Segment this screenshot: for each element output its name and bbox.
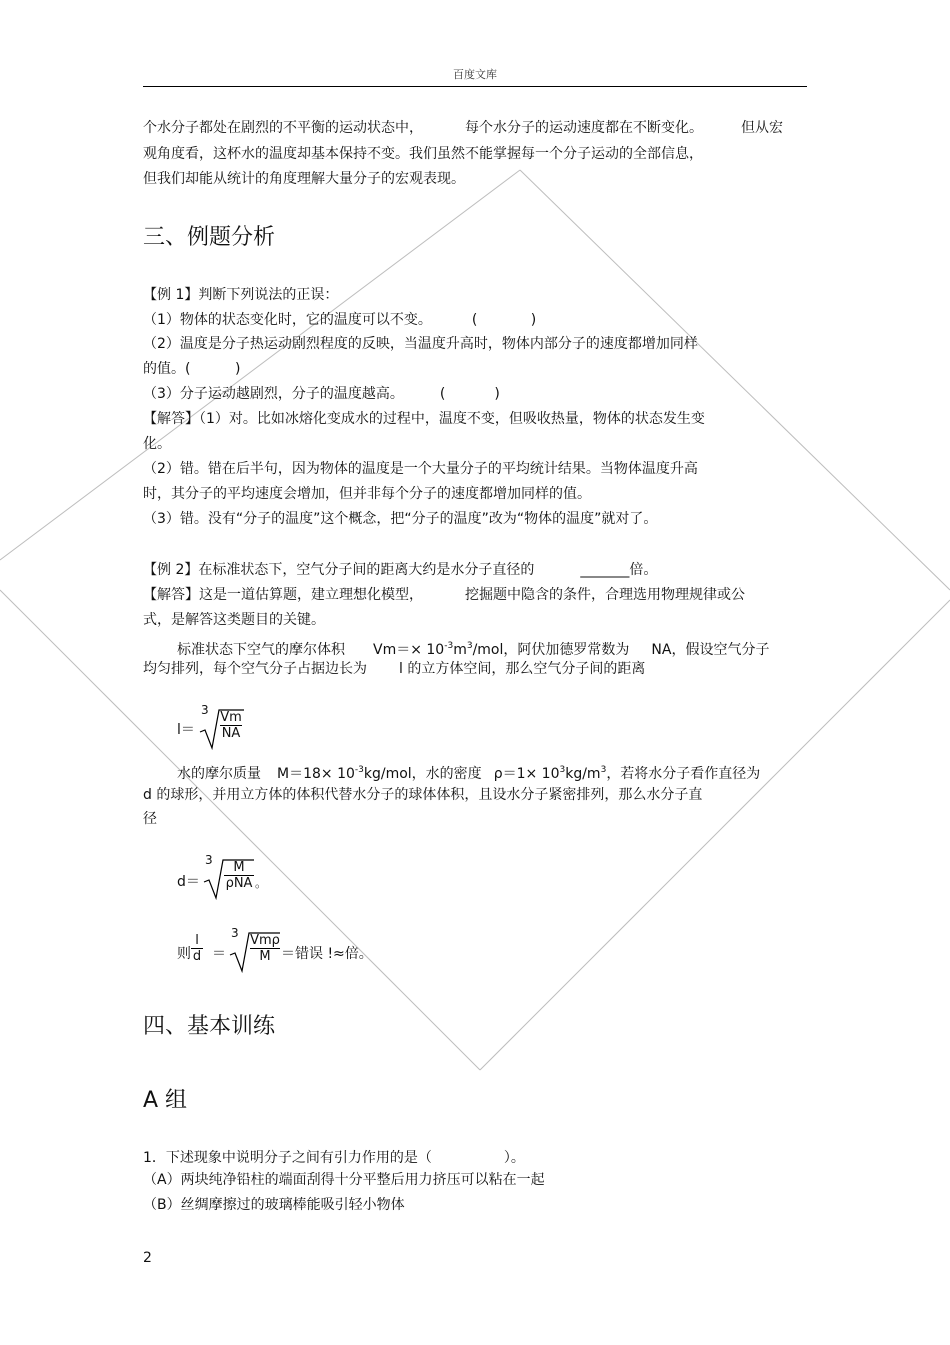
formula-d-tail: 。 <box>255 876 268 890</box>
q1-option-a: （A）两块纯净铅柱的端面刮得十分平整后用力挤压可以粘在一起 <box>143 1172 545 1188</box>
formula-d-numerator: M <box>233 860 245 875</box>
formula-d-root-index: 3 <box>205 853 213 867</box>
ex1-answer-1a: 【解答】（1）对。比如冰熔化变成水的过程中，温度不变，但吸收热量，物体的状态发生变 <box>143 411 705 427</box>
section-4-title: 四、基本训练 <box>143 1014 276 1039</box>
page-number: 2 <box>143 1250 152 1266</box>
intro-line-3: 但我们却能从统计的角度理解大量分子的宏观表现。 <box>143 171 465 187</box>
section-3-title: 三、例题分析 <box>143 225 276 250</box>
formula-ratio-prefix: 则 <box>177 946 191 962</box>
q1-stem: 1．下述现象中说明分子之间有引力作用的是（ ）。 <box>143 1150 525 1166</box>
formula-d-fraction <box>224 860 254 891</box>
ex2-para-4: d 的球形，并用立方体的体积代替水分子的球体体积，且设水分子紧密排列，那么水分子直 <box>143 787 703 803</box>
intro-line-1: 个水分子都处在剧烈的不平衡的运动状态中， 每个水分子的运动速度都在不断变化。 但从宏 <box>143 120 783 136</box>
formula-l-denominator: NA <box>221 726 241 741</box>
ex1-answer-2b: 时，其分子的平均速度会增加，但并非每个分子的速度都增加同样的值。 <box>143 486 591 502</box>
formula-ratio-denominator: d <box>192 949 202 964</box>
ex1-question: 【例 1】判断下列说法的正误： <box>143 287 339 303</box>
formula-ratio-root-index: 3 <box>231 926 239 940</box>
formula-ratio-root-numerator: Vmρ <box>250 933 280 948</box>
ex1-statement-3: （3）分子运动越剧烈，分子的温度越高。 ( ) <box>143 386 500 402</box>
ex2-question: 【例 2】在标准状态下，空气分子间的距离大约是水分子直径的 _______倍。 <box>143 562 658 578</box>
formula-ratio-fraction <box>191 933 203 964</box>
ex1-statement-2a: （2）温度是分子热运动剧烈程度的反映，当温度升高时，物体内部分子的速度都增加同样 <box>143 336 698 352</box>
ex2-answer-1: 【解答】这是一道估算题，建立理想化模型， 挖掘题中隐含的条件，合理选用物理规律或公 <box>143 587 745 603</box>
ex1-answer-1b: 化。 <box>143 436 171 452</box>
q1-option-b: （B）丝绸摩擦过的玻璃棒能吸引轻小物体 <box>143 1197 405 1213</box>
ex2-para-2: 均匀排列，每个空气分子占据边长为 l 的立方体空间，那么空气分子间的距离 <box>143 661 646 677</box>
formula-ratio-tail: ＝错误 !≈倍。 <box>281 946 373 962</box>
formula-l-root-index: 3 <box>201 703 209 717</box>
ex1-answer-2a: （2）错。错在后半句，因为物体的温度是一个大量分子的平均统计结果。当物体温度升高 <box>143 461 698 477</box>
ex1-statement-1: （1）物体的状态变化时，它的温度可以不变。 ( ) <box>143 312 537 328</box>
intro-line-2: 观角度看，这杯水的温度却基本保持不变。我们虽然不能掌握每一个分子运动的全部信息， <box>143 146 703 162</box>
formula-ratio-equals: ＝ <box>212 946 226 962</box>
ex2-para-1: 标准状态下空气的摩尔体积 $Vm=\times 10^{-3}m^3$/mol，阿伏加德罗常数为 NA，假设空气分子 <box>177 641 770 658</box>
formula-l-fraction <box>220 710 242 741</box>
ex2-answer-2: 式，是解答这类题目的关键。 <box>143 612 325 628</box>
formula-d-denominator: ρNA <box>225 876 253 891</box>
header-rule <box>143 86 807 87</box>
formula-l-lhs: l＝ <box>177 722 195 738</box>
formula-d-lhs: d＝ <box>177 874 200 890</box>
ex1-statement-2b: 的值。( ) <box>143 361 241 377</box>
ex1-answer-3: （3）错。没有“分子的温度”这个概念，把“分子的温度”改为“物体的温度”就对了。 <box>143 511 658 527</box>
formula-l-numerator: Vm <box>220 710 242 725</box>
formula-ratio-root-denominator: M <box>259 949 271 964</box>
formula-ratio-numerator: l <box>195 933 199 948</box>
group-a-title: A 组 <box>143 1088 188 1113</box>
ex2-para-5: 径 <box>143 811 157 827</box>
page-header: 百度文库 <box>453 68 497 81</box>
ex2-para-3: 水的摩尔质量 $M=18\times 10^{-3}kg$/mol，水的密度 $\rho=1\times 10^3kg/m^3$，若将水分子看作直径为 <box>177 765 761 782</box>
formula-ratio-root-fraction <box>250 933 280 964</box>
